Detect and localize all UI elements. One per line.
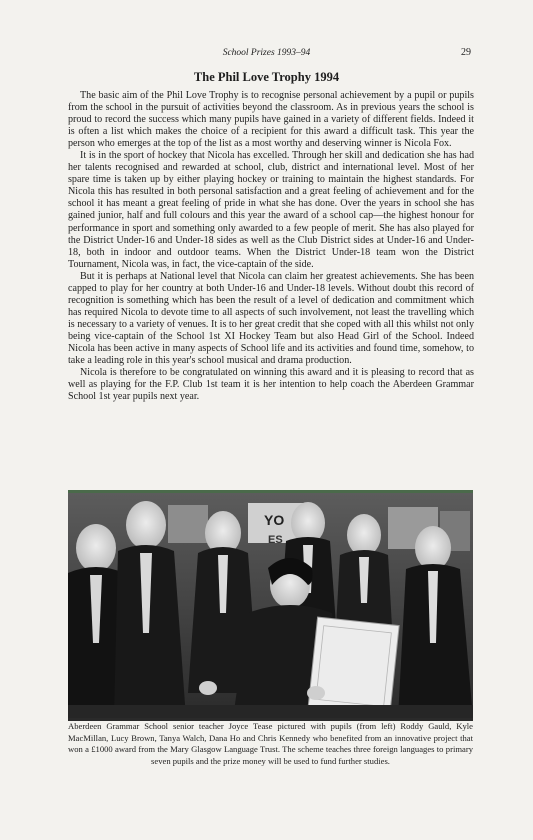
paragraph: The basic aim of the Phil Love Trophy is to recognise personal achievement by a pupil or pupils from the school in the pursuit of activities beyond the classroom. As in previous years the school is proud to record the success which many pupils have gained in a variety of different fields. Indeed it is often a list which makes the choice of a recipient for this award a difficult task. This year the person who emerges at the top of the list as a most worthy and deserving winner is Nicola Fox. xyxy=(68,90,474,150)
running-title: School Prizes 1993–94 xyxy=(222,48,311,58)
page-number: 29 xyxy=(461,47,471,58)
photo-illustration xyxy=(68,493,473,718)
article-body xyxy=(68,90,474,403)
group-photograph xyxy=(68,490,473,721)
article-title: The Phil Love Trophy 1994 xyxy=(193,70,340,84)
sign-text: YO xyxy=(264,512,285,528)
paragraph: But it is perhaps at National level that Nicola can claim her greatest achievements. She has been capped to play for her country at both Under-16 and Under-18 levels. Without doubt this record of recognition is something which has been the result of a level of dedication and commitment which has required Nicola to devote time to all aspects of such involvement, not least the travelling which is necessary to a variety of venues. It is to her great credit that she coped with all this whilst not only being vice-captain of the School 1st XI Hockey Team but also Head Girl of the School. Indeed Nicola has been active in many aspects of School life and its activities and found time, somehow, to take a leading role in this year's school musical and drama production. xyxy=(68,270,474,367)
photo-caption: Aberdeen Grammar School senior teacher Joyce Tease pictured with pupils (from left) Roddy Gauld, Kyle MacMillan, Lucy Brown, Tanya Walch, Dana Ho and Chris Kennedy who benefited from an innovative project that won a £1000 award from the Mary Glasgow Language Trust. The scheme teaches three foreign languages to primary seven pupils and the prize money will be used to fund further studies. xyxy=(68,721,473,766)
running-header xyxy=(0,46,533,62)
paragraph: Nicola is therefore to be congratulated on winning this award and it is pleasing to record that as well as playing for the F.P. Club 1st team it is her intention to help coach the Aberdeen Grammar School 1st year pupils next year. xyxy=(68,367,474,403)
sign-text: ES xyxy=(268,534,283,546)
paragraph: It is in the sport of hockey that Nicola has excelled. Through her skill and dedication she has had her talents recognised and rewarded at school, club, district and international level. Most of her spare time is taken up by either playing hockey or training to maintain the highest standards. For Nicola this has resulted in both personal satisfaction and a great feeling of achievement and for the school it has meant a great feeling of pride in what she has done. Over the years in school she has gained junior, half and full colours and this year the award of a school cap—the highest honour for performance in sport and something only awarded to a few people of merit. She has also played for the District Under-16 and Under-18 sides as well as the Club District sides at Under-16 and Under-18, both in indoor and outdoor teams. When the District Under-18 team won the District Tournament, Nicola was, in fact, the vice-captain of the side. xyxy=(68,150,474,270)
